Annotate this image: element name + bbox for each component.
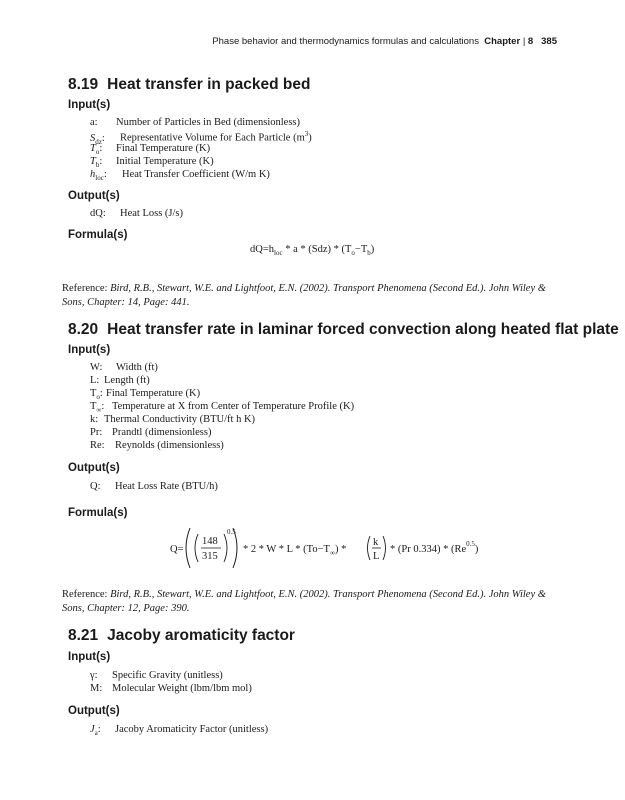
input-item <box>90 683 252 694</box>
input-desc: Representative Volume for Each Particle (m <box>120 132 305 144</box>
input-colon: : <box>101 401 105 412</box>
output-desc: Heat Loss (J/s) <box>120 208 183 219</box>
input-desc: Number of Particles in Bed (dimensionless) <box>116 117 301 128</box>
reference-8-20 <box>62 588 567 616</box>
input-symbol-sub: ∞ <box>96 406 102 415</box>
output-symbol-sub: a <box>94 729 98 738</box>
input-symbol-sub: o <box>95 148 100 157</box>
input-symbol-sub: loc <box>95 174 104 183</box>
reference-8-19 <box>62 282 567 310</box>
input-symbol: S <box>90 132 96 144</box>
formula-part3: * (Pr $0.334) * (Re^{0.5})$ <box>390 540 479 555</box>
section-title: Jacoby aromaticity factor <box>107 627 295 644</box>
chapter-number: 8 <box>527 36 534 47</box>
input-symbol: γ: <box>90 670 98 681</box>
inputs-heading: Input(s) <box>68 99 111 111</box>
formula-part: −T <box>354 244 368 255</box>
output-symbol: dQ: <box>90 208 106 219</box>
output-colon: : <box>97 724 101 735</box>
input-item <box>90 156 214 169</box>
input-symbol: a: <box>90 117 98 128</box>
reference-text: Bird, R.B., Stewart, W.E. and Lightfoot, E.N. (2002). Transport Phenomena (Second Ed.). John Wiley & Sons, Chapter: 14, Page: 441. <box>62 283 546 308</box>
input-symbol: L: <box>90 375 100 386</box>
input-item <box>90 401 354 414</box>
input-desc: Heat Transfer Coefficient (W/m K) <box>122 169 270 180</box>
formula-part: * a * (Sdz) * (T <box>282 244 352 255</box>
frac2-denominator: L <box>373 551 380 562</box>
input-desc: Thermal Conductivity (BTU/ft h K) <box>104 414 256 425</box>
input-item <box>90 388 200 401</box>
formula-lhs: Q= <box>170 544 184 555</box>
section-title: Heat transfer in packed bed <box>107 76 311 93</box>
chapter-label: Chapter <box>484 36 521 47</box>
input-item <box>90 670 223 681</box>
input-symbol: T <box>90 388 97 399</box>
page-number: 385 <box>541 36 557 47</box>
formula-heading: Formula(s) <box>68 507 128 519</box>
outputs-heading: Output(s) <box>68 705 120 717</box>
section-heading-8-19 <box>68 76 310 94</box>
input-item <box>90 143 210 156</box>
input-symbol: k: <box>90 414 99 425</box>
input-item <box>90 169 270 182</box>
reference-prefix: Reference: <box>62 589 111 600</box>
input-symbol: W: <box>90 362 103 373</box>
input-colon: : <box>99 143 103 154</box>
section-heading-8-21 <box>68 627 295 645</box>
reference-prefix: Reference: <box>62 283 111 294</box>
formula-sub: loc <box>274 249 283 258</box>
input-desc: Length (ft) <box>104 375 150 386</box>
frac2-right-paren <box>383 536 386 560</box>
input-desc: Initial Temperature (K) <box>116 156 214 167</box>
input-symbol: Re: <box>90 440 105 451</box>
inner-right-paren <box>224 534 227 562</box>
input-desc: Molecular Weight (lbm/lbm mol) <box>112 683 252 694</box>
section-number: 8.19 <box>68 76 99 93</box>
input-item <box>90 362 158 373</box>
input-symbol-sub: b <box>95 161 100 170</box>
section-heading-8-20 <box>68 321 619 339</box>
formula-heading: Formula(s) <box>68 229 128 241</box>
section-title: Heat transfer rate in laminar forced convection along heated flat plate <box>107 321 619 338</box>
outputs-heading: Output(s) <box>68 190 120 202</box>
input-item <box>90 427 211 438</box>
frac1-denominator: 315 <box>202 551 218 562</box>
input-desc: Temperature at X from Center of Temperature Profile (K) <box>112 401 355 412</box>
inner-left-paren <box>195 534 198 562</box>
frac2-left-paren <box>368 536 371 560</box>
input-item <box>90 375 150 386</box>
input-colon: : <box>99 156 103 167</box>
frac1-numerator: 148 <box>202 536 218 547</box>
output-item <box>90 481 218 492</box>
input-symbol: Pr: <box>90 427 103 438</box>
output-item <box>90 208 183 219</box>
input-colon: : <box>101 132 105 144</box>
input-desc: Specific Gravity (unitless) <box>112 670 223 681</box>
formula-8-19 <box>250 244 374 257</box>
formula-8-20 <box>165 522 479 574</box>
input-desc: Final Temperature (K) <box>106 388 201 399</box>
output-desc: Heat Loss Rate (BTU/h) <box>115 481 218 492</box>
input-symbol: T <box>90 156 96 167</box>
input-symbol: T <box>90 401 97 412</box>
input-desc: Reynolds (dimensionless) <box>115 440 224 451</box>
formula-lhs: dQ=h <box>250 244 275 255</box>
inputs-heading: Input(s) <box>68 344 111 356</box>
input-item <box>90 117 300 128</box>
formula-part: ) <box>370 244 375 255</box>
input-desc: Width (ft) <box>116 362 158 373</box>
input-desc: Prandtl (dimensionless) <box>112 427 212 438</box>
input-symbol-sub: dz <box>95 137 102 146</box>
running-title: Phase behavior and thermodynamics formulas and calculations <box>212 36 479 47</box>
formula-sub: o <box>351 249 355 258</box>
section-number: 8.21 <box>68 627 99 644</box>
input-colon: : <box>103 169 107 180</box>
output-symbol: Q: <box>90 481 101 492</box>
output-symbol: J <box>90 724 95 735</box>
input-desc-tail: ) <box>308 132 312 144</box>
formula-part2: * $2 * W * L * (To-T_\infty)$ * <box>243 544 347 557</box>
frac1-exponent: 0.5 <box>227 528 236 536</box>
formula-sub: b <box>367 249 371 258</box>
input-item <box>90 440 224 451</box>
input-symbol: M: <box>90 683 103 694</box>
output-desc: Jacoby Aromaticity Factor (unitless) <box>115 724 269 735</box>
input-desc-sup: 3 <box>304 130 309 138</box>
section-number: 8.20 <box>68 321 99 338</box>
running-header <box>212 36 557 47</box>
header-separator: | <box>522 36 526 47</box>
frac2-numerator: k <box>373 537 379 548</box>
input-colon: : <box>99 388 103 399</box>
reference-text: Bird, R.B., Stewart, W.E. and Lightfoot, E.N. (2002). Transport Phenomena (Second Ed.). John Wiley & Sons, Chapter: 12, Page: 390. <box>62 589 546 614</box>
input-item <box>90 414 255 425</box>
inputs-heading: Input(s) <box>68 651 111 663</box>
output-item <box>90 724 268 737</box>
outer-left-paren <box>186 528 190 568</box>
outputs-heading: Output(s) <box>68 462 120 474</box>
input-symbol: T <box>90 143 96 154</box>
input-desc: Final Temperature (K) <box>116 143 211 154</box>
input-symbol-sub: o <box>96 393 100 402</box>
input-symbol: h <box>90 169 96 180</box>
